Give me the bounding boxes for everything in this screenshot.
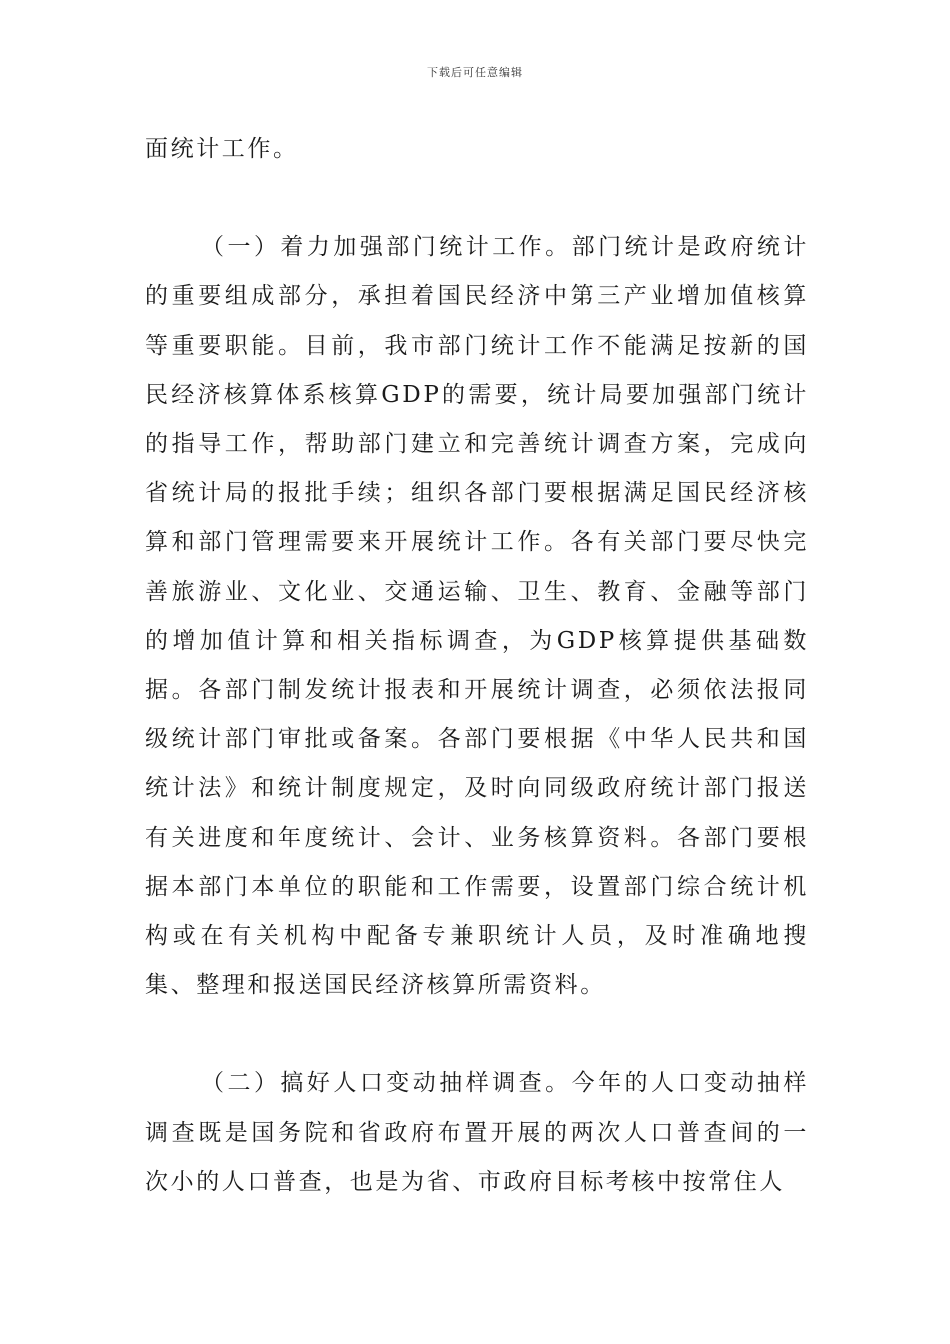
paragraph-spacer xyxy=(145,174,809,223)
paragraph-spacer xyxy=(145,1010,809,1059)
paragraph-continuation: 面统计工作。 xyxy=(145,136,299,162)
page-header-note: 下载后可任意编辑 xyxy=(427,66,523,79)
paragraph-section-1: （一）着力加强部门统计工作。部门统计是政府统计的重要组成部分，承担着国民经济中第三产业增加值核算等重要职能。目前，我市部门统计工作不能满足按新的国民经济核算体系核算GDP的需要，统计局要加强部门统计的指导工作，帮助部门建立和完善统计调查方案，完成向省统计局的报批手续；组织各部门要根据满足国民经济核算和部门管理需要来开展统计工作。各有关部门要尽快完善旅游业、文化业、交通运输、卫生、教育、金融等部门的增加值计算和相关指标调查，为GDP核算提供基础数据。各部门制发统计报表和开展统计调查，必须依法报同级统计部门审批或备案。各部门要根据《中华人民共和国统计法》和统计制度规定，及时向同级政府统计部门报送有关进度和年度统计、会计、业务核算资料。各部门要根据本部门本单位的职能和工作需要，设置部门综合统计机构或在有关机构中配备专兼职统计人员，及时准确地搜集、整理和报送国民经济核算所需资料。 xyxy=(145,234,809,999)
paragraph-section-2: （二）搞好人口变动抽样调查。今年的人口变动抽样调查既是国务院和省政府布置开展的两次人口普查间的一次小的人口普查，也是为省、市政府目标考核中按常住人 xyxy=(145,1070,809,1195)
document-body xyxy=(145,125,809,1207)
